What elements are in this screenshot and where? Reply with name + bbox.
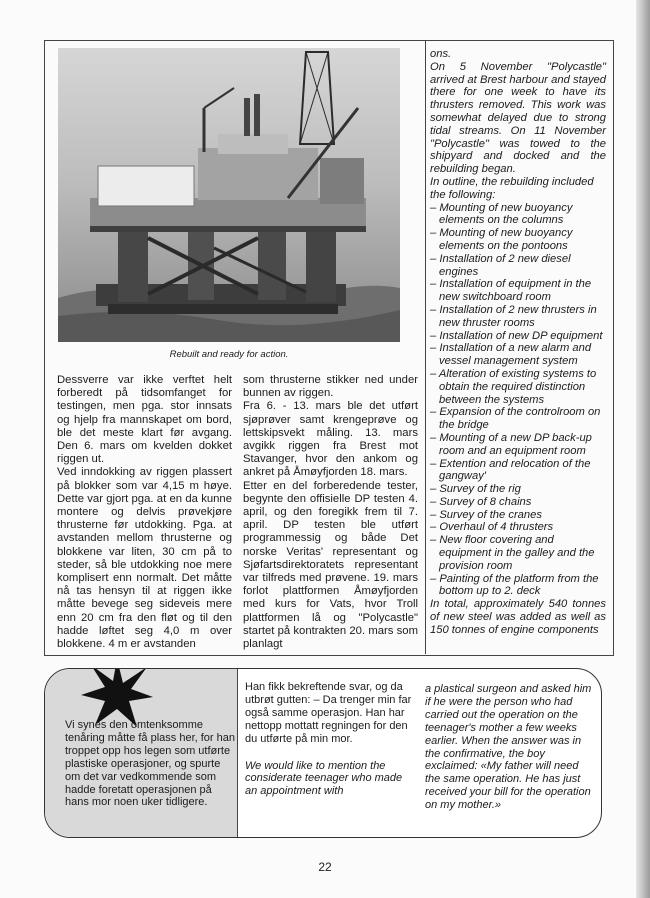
list-item: – Mounting of new buoyancy elements on the columns <box>430 201 573 227</box>
list-item: – Mounting of new buoyancy elements on the pontoons <box>430 227 573 252</box>
paragraph: som thrusterne stikker ned under bunnen av riggen. <box>243 374 418 400</box>
paragraph: Etter en del forberedende tester, begynte den offisielle DP testen 4. april, og den foregikk frem til 7. april. DP testen ble utført programmessig og både Det norske Veritas' representant og Sjøfartsdirektoratets representant var tilfreds med prøvene. 19. mars forlot plattformen Åmøyfjorden med kurs for Vats, hvor Troll plattformen lå og "Polycastle" startet på kontrakten 20. mars som planlagt <box>243 479 418 651</box>
list-item: – Alteration of existing systems to obtain the required distinction between the systems <box>430 367 597 406</box>
paragraph: ons. <box>430 48 452 60</box>
photo-oil-platform <box>58 48 400 342</box>
list-item: – Painting of the platform from the bottom up to 2. deck <box>430 572 599 598</box>
page-edge-shadow <box>636 0 650 898</box>
list-item: – Overhaul of 4 thrusters <box>430 521 554 534</box>
paragraph: Fra 6. - 13. mars ble det utført sjøprøver samt krengeprøve og lettskipsvekt måling. 13. mars avgikk riggen fra Brest mot Stavanger, hvor den ankom og ankret på Åmøyfjorden 18. mars. <box>243 400 418 479</box>
list-item: – Mounting of a new DP back-up room and an equipment room <box>430 431 592 457</box>
paragraph: Han fikk bekreftende svar, og da utbrøt gutten: – Da trenger min far også samme operasjon. Han har nettopp mottatt regningen for den du utførte på min mor. <box>245 681 412 745</box>
anecdote-norwegian-2 <box>245 681 417 798</box>
page-number: 22 <box>318 860 332 874</box>
anecdote-norwegian-1 <box>65 719 235 809</box>
list-item: – Installation of new DP equipment <box>430 329 603 342</box>
english-column <box>430 48 606 637</box>
paragraph: We would like to mention the considerate teenager who made an appointment with <box>245 759 403 798</box>
anecdote-box <box>44 668 602 838</box>
paragraph: On 5 November "Polycastle" arrived at Brest harbour and stayed there for one week to have its thrusters removed. This work was somewhat delayed due to strong tidal streams. On 11 November "Polycastle" was towed to the shipyard and docked and the rebuilding began. <box>430 60 606 176</box>
paragraph: Dessverre var ikke verftet helt forberedt på tidsomfanget for testingen, men pga. stor innsats og hjelp fra mannskapet om bord, ble det meste klart før avgang. Den 6. mars om kvelden dokket riggen ut. <box>57 374 232 466</box>
anecdote-english-2 <box>425 683 595 812</box>
list-item: – New floor covering and equipment in the galley and the provision room <box>430 534 595 572</box>
column-divider <box>425 40 426 654</box>
list-item: – Installation of 2 new thrusters in new thruster rooms <box>430 303 597 329</box>
norwegian-column-1 <box>57 374 232 651</box>
paragraph: a plastical surgeon and asked him if he were the person who had carried out the operation on the teenager's mother a few weeks earlier. When the answer was in the confirmative, the boy exclaimed: «My father will need the same operation. He has just received your bill for the operation on my mother.» <box>425 683 592 812</box>
list-item: – Survey of 8 chains <box>430 495 532 508</box>
list-item: – Survey of the rig <box>430 483 521 496</box>
paragraph: In outline, the rebuilding included the following: <box>430 175 594 201</box>
norwegian-column-2 <box>243 374 418 651</box>
photo-caption: Rebuilt and ready for action. <box>169 349 289 360</box>
list-item: – Survey of the cranes <box>430 508 542 521</box>
list-item: – Extention and relocation of the gangway' <box>430 457 591 483</box>
list-item: – Expansion of the controlroom on the bridge <box>430 406 601 432</box>
anecdote-divider <box>237 669 238 837</box>
list-item: – Installation of a new alarm and vessel management system <box>430 342 592 368</box>
list-item: – Installation of 2 new diesel engines <box>430 252 571 278</box>
paragraph: Ved inndokking av riggen plassert på blokker som var 4,15 m høye. Dette var gjort pga. at en da kunne montere og delvis prøvekjøre thrusterne før utdokking. Pga. at avstanden mellom thrusterne og blokkene var liten, 30 cm på to steder, så ble utdokking noe mere komplisert enn normalt. Det måtte nå tas hensyn til at riggen ikke måtte bevege seg sideveis mere enn 20 cm fra den fløt og til den hadde løftet seg 4,0 m over blokkene. 4 m er avstanden <box>57 466 232 651</box>
paragraph: Vi synes den omtenksomme tenåring måtte få plass her, for han troppet opp hos legen som utførte plastiske operasjoner, og spurte om det var vedkommende som hadde foretatt operasjonen på hans mor noen uker tidligere. <box>65 719 235 809</box>
paragraph: In total, approximately 540 tonnes of new steel was added as well as 150 tonnes of engine components <box>430 598 606 636</box>
list-item: – Installation of equipment in the new switchboard room <box>430 278 592 304</box>
